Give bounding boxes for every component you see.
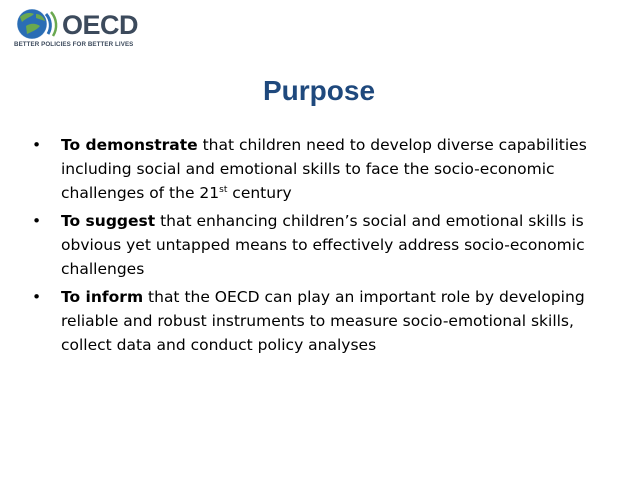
- bullet-item: [32, 285, 622, 357]
- ordinal-suffix: st: [219, 185, 228, 195]
- logo-wordmark: OECD: [62, 10, 139, 40]
- bullet-lead: To demonstrate: [61, 136, 198, 154]
- globe-icon: [12, 8, 58, 42]
- bullet-text: that enhancing children’s social and emotional skills is obvious yet untapped means to effectively address socio-economic challenges: [61, 212, 585, 278]
- bullet-text: that children need to develop diverse capabilities including social and emotional skills to face the socio-economic challenges of the 21: [61, 136, 587, 202]
- bullet-list: [32, 133, 622, 361]
- bullet-glyph: •: [32, 136, 42, 154]
- slide-title: Purpose: [262, 75, 376, 106]
- bullet-glyph: •: [32, 212, 42, 230]
- logo-tagline: BETTER POLICIES FOR BETTER LIVES: [14, 41, 134, 48]
- bullet-glyph: •: [32, 288, 42, 306]
- bullet-lead: To suggest: [61, 212, 156, 230]
- oecd-logo: [12, 8, 142, 52]
- bullet-item: [32, 209, 622, 281]
- bullet-tail: century: [227, 184, 292, 202]
- bullet-text: that the OECD can play an important role by developing reliable and robust instruments to measure socio-emotional skills, collect data and conduct policy analyses: [61, 288, 585, 354]
- bullet-lead: To inform: [61, 288, 144, 306]
- bullet-item: [32, 133, 622, 205]
